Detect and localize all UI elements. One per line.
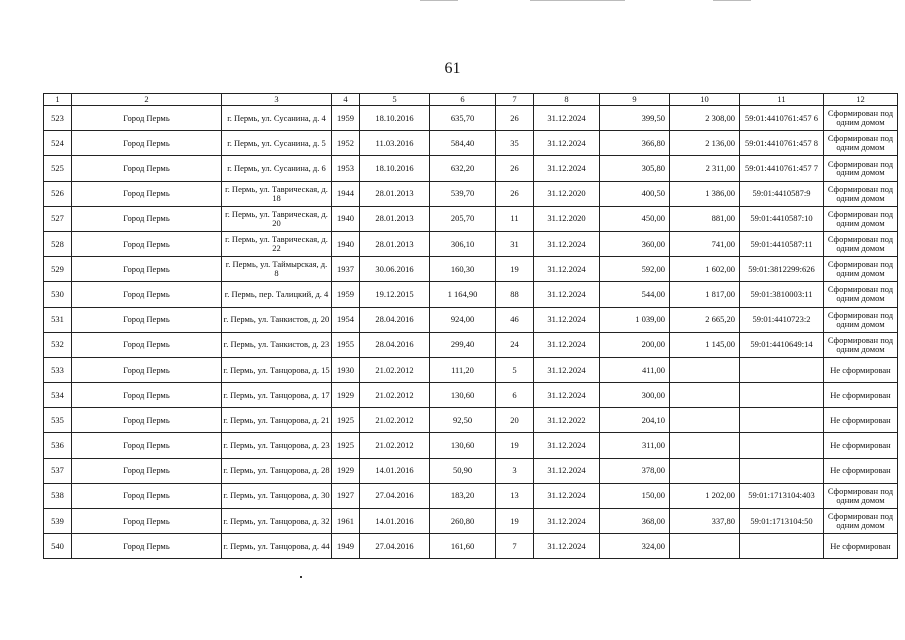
status-cell: Не сформирован [824,458,898,483]
year-cell: 1927 [332,483,360,508]
address-cell: г. Пермь, ул. Танкистов, д. 20 [222,307,332,332]
status-cell: Сформирован под одним домом [824,257,898,282]
status-cell: Не сформирован [824,357,898,382]
date-cell: 28.01.2013 [360,181,430,206]
table-row [44,534,898,559]
date-cell: 11.03.2016 [360,131,430,156]
table-row [44,332,898,357]
area-cell: 584,40 [430,131,496,156]
status-cell: Сформирован под одним домом [824,106,898,131]
count-cell: 46 [496,307,534,332]
count-cell: 6 [496,383,534,408]
amount-cell: 2 136,00 [670,131,740,156]
amount-cell: 881,00 [670,206,740,231]
year-cell: 1925 [332,408,360,433]
address-cell: г. Пермь, ул. Танцорова, д. 17 [222,383,332,408]
count-cell: 3 [496,458,534,483]
housing-registry-table [43,93,898,559]
row-number: 535 [44,408,72,433]
status-cell: Не сформирован [824,534,898,559]
city-cell: Город Пермь [72,483,222,508]
value-cell: 378,00 [600,458,670,483]
year-cell: 1925 [332,433,360,458]
date-cell: 18.10.2016 [360,156,430,181]
deadline-cell: 31.12.2024 [534,509,600,534]
amount-cell [670,408,740,433]
value-cell: 399,50 [600,106,670,131]
row-number: 540 [44,534,72,559]
status-cell: Сформирован под одним домом [824,181,898,206]
status-cell: Сформирован под одним домом [824,307,898,332]
year-cell: 1959 [332,282,360,307]
count-cell: 5 [496,357,534,382]
date-cell: 28.01.2013 [360,206,430,231]
area-cell: 130,60 [430,433,496,458]
address-cell: г. Пермь, ул. Сусанина, д. 6 [222,156,332,181]
year-cell: 1949 [332,534,360,559]
deadline-cell: 31.12.2024 [534,357,600,382]
status-cell: Не сформирован [824,408,898,433]
date-cell: 19.12.2015 [360,282,430,307]
column-header: 6 [430,94,496,106]
area-cell: 50,90 [430,458,496,483]
status-cell: Сформирован под одним домом [824,509,898,534]
city-cell: Город Пермь [72,534,222,559]
row-number: 523 [44,106,72,131]
value-cell: 544,00 [600,282,670,307]
address-cell: г. Пермь, ул. Танцорова, д. 30 [222,483,332,508]
deadline-cell: 31.12.2024 [534,307,600,332]
deadline-cell: 31.12.2020 [534,206,600,231]
deadline-cell: 31.12.2024 [534,433,600,458]
status-cell: Сформирован под одним домом [824,332,898,357]
table-row [44,282,898,307]
column-header: 2 [72,94,222,106]
value-cell: 592,00 [600,257,670,282]
value-cell: 360,00 [600,231,670,256]
status-cell: Не сформирован [824,383,898,408]
count-cell: 88 [496,282,534,307]
column-header: 4 [332,94,360,106]
value-cell: 400,50 [600,181,670,206]
address-cell: г. Пермь, ул. Танцорова, д. 21 [222,408,332,433]
city-cell: Город Пермь [72,458,222,483]
value-cell: 411,00 [600,357,670,382]
page-number: 61 [444,60,461,77]
count-cell: 13 [496,483,534,508]
count-cell: 24 [496,332,534,357]
row-number: 527 [44,206,72,231]
row-number: 529 [44,257,72,282]
address-cell: г. Пермь, ул. Танцорова, д. 28 [222,458,332,483]
city-cell: Город Пермь [72,156,222,181]
cadastral-number-cell [740,534,824,559]
status-cell: Не сформирован [824,433,898,458]
city-cell: Город Пермь [72,282,222,307]
count-cell: 11 [496,206,534,231]
city-cell: Город Пермь [72,106,222,131]
cadastral-number-cell: 59:01:4410761:457 7 [740,156,824,181]
date-cell: 28.04.2016 [360,307,430,332]
city-cell: Город Пермь [72,408,222,433]
amount-cell: 1 145,00 [670,332,740,357]
status-cell: Сформирован под одним домом [824,156,898,181]
area-cell: 635,70 [430,106,496,131]
column-header: 7 [496,94,534,106]
address-cell: г. Пермь, ул. Танцорова, д. 15 [222,357,332,382]
deadline-cell: 31.12.2024 [534,231,600,256]
row-number: 533 [44,357,72,382]
row-number: 534 [44,383,72,408]
cadastral-number-cell [740,458,824,483]
deadline-cell: 31.12.2024 [534,282,600,307]
column-header: 3 [222,94,332,106]
row-number: 524 [44,131,72,156]
city-cell: Город Пермь [72,131,222,156]
area-cell: 183,20 [430,483,496,508]
value-cell: 150,00 [600,483,670,508]
deadline-cell: 31.12.2024 [534,534,600,559]
row-number: 525 [44,156,72,181]
amount-cell [670,534,740,559]
city-cell: Город Пермь [72,181,222,206]
value-cell: 1 039,00 [600,307,670,332]
date-cell: 30.06.2016 [360,257,430,282]
city-cell: Город Пермь [72,257,222,282]
value-cell: 368,00 [600,509,670,534]
city-cell: Город Пермь [72,231,222,256]
address-cell: г. Пермь, ул. Сусанина, д. 4 [222,106,332,131]
value-cell: 450,00 [600,206,670,231]
column-header: 10 [670,94,740,106]
amount-cell: 337,80 [670,509,740,534]
column-header: 1 [44,94,72,106]
year-cell: 1955 [332,332,360,357]
row-number: 537 [44,458,72,483]
count-cell: 31 [496,231,534,256]
city-cell: Город Пермь [72,307,222,332]
value-cell: 366,80 [600,131,670,156]
status-cell: Сформирован под одним домом [824,206,898,231]
address-cell: г. Пермь, ул. Таврическая, д. 20 [222,206,332,231]
table-row [44,408,898,433]
column-header: 5 [360,94,430,106]
amount-cell: 1 817,00 [670,282,740,307]
row-number: 532 [44,332,72,357]
year-cell: 1929 [332,383,360,408]
table-row [44,383,898,408]
table-row [44,307,898,332]
table-row [44,357,898,382]
count-cell: 26 [496,106,534,131]
count-cell: 7 [496,534,534,559]
status-cell: Сформирован под одним домом [824,231,898,256]
top-scan-marks [0,0,905,4]
year-cell: 1937 [332,257,360,282]
city-cell: Город Пермь [72,332,222,357]
column-header: 9 [600,94,670,106]
amount-cell: 2 308,00 [670,106,740,131]
deadline-cell: 31.12.2022 [534,408,600,433]
column-header: 11 [740,94,824,106]
date-cell: 28.01.2013 [360,231,430,256]
area-cell: 160,30 [430,257,496,282]
table-row [44,181,898,206]
table-row [44,257,898,282]
row-number: 528 [44,231,72,256]
address-cell: г. Пермь, ул. Танкистов, д. 23 [222,332,332,357]
amount-cell: 2 665,20 [670,307,740,332]
cadastral-number-cell: 59:01:4410761:457 6 [740,106,824,131]
area-cell: 306,10 [430,231,496,256]
cadastral-number-cell [740,433,824,458]
cadastral-number-cell: 59:01:3812299:626 [740,257,824,282]
table-row [44,433,898,458]
cadastral-number-cell: 59:01:1713104:403 [740,483,824,508]
city-cell: Город Пермь [72,433,222,458]
year-cell: 1959 [332,106,360,131]
cadastral-number-cell: 59:01:3810003:11 [740,282,824,307]
deadline-cell: 31.12.2024 [534,483,600,508]
scan-dot [300,576,302,578]
value-cell: 311,00 [600,433,670,458]
status-cell: Сформирован под одним домом [824,131,898,156]
amount-cell [670,433,740,458]
area-cell: 161,60 [430,534,496,559]
status-cell: Сформирован под одним домом [824,282,898,307]
count-cell: 20 [496,408,534,433]
date-cell: 28.04.2016 [360,332,430,357]
count-cell: 26 [496,181,534,206]
amount-cell: 1 386,00 [670,181,740,206]
count-cell: 19 [496,509,534,534]
cadastral-number-cell [740,357,824,382]
address-cell: г. Пермь, ул. Таврическая, д. 22 [222,231,332,256]
count-cell: 26 [496,156,534,181]
status-cell: Сформирован под одним домом [824,483,898,508]
row-number: 538 [44,483,72,508]
date-cell: 21.02.2012 [360,433,430,458]
cadastral-number-cell: 59:01:4410649:14 [740,332,824,357]
cadastral-number-cell [740,383,824,408]
area-cell: 205,70 [430,206,496,231]
year-cell: 1953 [332,156,360,181]
date-cell: 21.02.2012 [360,383,430,408]
area-cell: 632,20 [430,156,496,181]
area-cell: 111,20 [430,357,496,382]
area-cell: 299,40 [430,332,496,357]
row-number: 526 [44,181,72,206]
amount-cell: 1 602,00 [670,257,740,282]
area-cell: 1 164,90 [430,282,496,307]
deadline-cell: 31.12.2024 [534,332,600,357]
table-row [44,106,898,131]
year-cell: 1929 [332,458,360,483]
table-header-row [44,94,898,106]
row-number: 536 [44,433,72,458]
row-number: 531 [44,307,72,332]
deadline-cell: 31.12.2024 [534,156,600,181]
date-cell: 14.01.2016 [360,509,430,534]
year-cell: 1944 [332,181,360,206]
cadastral-number-cell: 59:01:1713104:50 [740,509,824,534]
year-cell: 1940 [332,231,360,256]
cadastral-number-cell: 59:01:4410587:10 [740,206,824,231]
date-cell: 27.04.2016 [360,534,430,559]
amount-cell: 1 202,00 [670,483,740,508]
table-row [44,483,898,508]
deadline-cell: 31.12.2024 [534,131,600,156]
cadastral-number-cell: 59:01:4410587:9 [740,181,824,206]
value-cell: 204,10 [600,408,670,433]
table-row [44,156,898,181]
city-cell: Город Пермь [72,357,222,382]
cadastral-number-cell: 59:01:4410723:2 [740,307,824,332]
area-cell: 539,70 [430,181,496,206]
area-cell: 92,50 [430,408,496,433]
value-cell: 324,00 [600,534,670,559]
cadastral-number-cell [740,408,824,433]
deadline-cell: 31.12.2024 [534,106,600,131]
city-cell: Город Пермь [72,509,222,534]
address-cell: г. Пермь, пер. Талицкий, д. 4 [222,282,332,307]
year-cell: 1954 [332,307,360,332]
address-cell: г. Пермь, ул. Танцорова, д. 44 [222,534,332,559]
deadline-cell: 31.12.2024 [534,383,600,408]
date-cell: 18.10.2016 [360,106,430,131]
date-cell: 14.01.2016 [360,458,430,483]
amount-cell: 741,00 [670,231,740,256]
date-cell: 21.02.2012 [360,357,430,382]
date-cell: 27.04.2016 [360,483,430,508]
area-cell: 130,60 [430,383,496,408]
city-cell: Город Пермь [72,383,222,408]
cadastral-number-cell: 59:01:4410761:457 8 [740,131,824,156]
deadline-cell: 31.12.2024 [534,458,600,483]
column-header: 8 [534,94,600,106]
count-cell: 19 [496,257,534,282]
address-cell: г. Пермь, ул. Танцорова, д. 23 [222,433,332,458]
date-cell: 21.02.2012 [360,408,430,433]
address-cell: г. Пермь, ул. Сусанина, д. 5 [222,131,332,156]
year-cell: 1961 [332,509,360,534]
address-cell: г. Пермь, ул. Таймырская, д. 8 [222,257,332,282]
cadastral-number-cell: 59:01:4410587:11 [740,231,824,256]
year-cell: 1940 [332,206,360,231]
address-cell: г. Пермь, ул. Танцорова, д. 32 [222,509,332,534]
table-row [44,231,898,256]
value-cell: 300,00 [600,383,670,408]
row-number: 539 [44,509,72,534]
column-header: 12 [824,94,898,106]
table-row [44,206,898,231]
city-cell: Город Пермь [72,206,222,231]
value-cell: 305,80 [600,156,670,181]
value-cell: 200,00 [600,332,670,357]
address-cell: г. Пермь, ул. Таврическая, д. 18 [222,181,332,206]
deadline-cell: 31.12.2024 [534,257,600,282]
area-cell: 260,80 [430,509,496,534]
count-cell: 19 [496,433,534,458]
count-cell: 35 [496,131,534,156]
table-row [44,458,898,483]
year-cell: 1930 [332,357,360,382]
row-number: 530 [44,282,72,307]
amount-cell: 2 311,00 [670,156,740,181]
amount-cell [670,383,740,408]
deadline-cell: 31.12.2020 [534,181,600,206]
year-cell: 1952 [332,131,360,156]
amount-cell [670,357,740,382]
table-row [44,509,898,534]
table-row [44,131,898,156]
amount-cell [670,458,740,483]
area-cell: 924,00 [430,307,496,332]
